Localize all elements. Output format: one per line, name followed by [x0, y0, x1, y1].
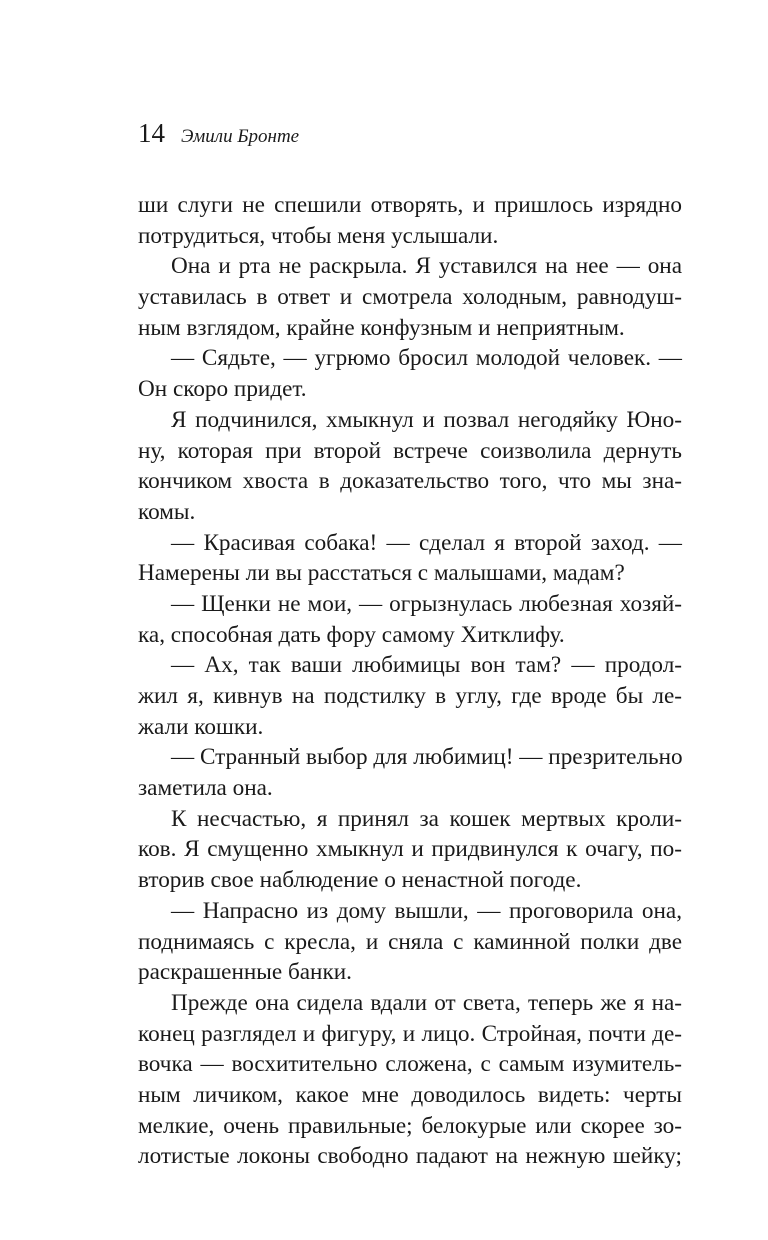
text-line: ков. Я смущенно хмыкнул и придвинулся к очагу, по-: [138, 836, 682, 863]
running-head: [138, 118, 682, 154]
text-line: вторив свое наблюдение о ненастной погоде.: [138, 867, 582, 894]
text-line: Он скоро придет.: [138, 376, 307, 403]
text-line: ным взглядом, крайне конфузным и неприятным.: [138, 314, 625, 341]
text-line: — Ах, так ваши любимицы вон там? — продол-: [171, 652, 682, 679]
text-line: кончиком хвоста в доказательство того, что мы зна-: [138, 468, 682, 495]
body-text: [138, 190, 682, 1172]
text-line: комы.: [138, 498, 196, 525]
text-line: К несчастью, я принял за кошек мертвых кроли-: [171, 805, 682, 832]
text-line: ка, способная дать фору самому Хитклифу.: [138, 621, 565, 648]
text-line: Прежде она сидела вдали от света, теперь же я на-: [171, 989, 682, 1016]
text-line: — Странный выбор для любимиц! — презрительно: [171, 744, 683, 771]
text-line: заметила она.: [138, 775, 273, 802]
text-line: конец разглядел и фигуру, и лицо. Стройная, почти де-: [138, 1020, 682, 1047]
text-line: Я подчинился, хмыкнул и позвал негодяйку Юно-: [171, 406, 682, 433]
text-line: — Сядьте, — угрюмо бросил молодой человек. —: [171, 345, 682, 372]
text-line: — Напрасно из дому вышли, — проговорила она,: [171, 897, 682, 924]
text-line: раскрашенные банки.: [138, 959, 352, 986]
text-line: ным личиком, какое мне доводилось видеть: черты: [138, 1081, 682, 1108]
text-line: потрудиться, чтобы меня услышали.: [138, 222, 499, 249]
text-line: мелкие, очень правильные; белокурые или скорее зо-: [138, 1112, 682, 1139]
text-line: ну, которая при второй встрече соизволила дернуть: [138, 437, 682, 464]
text-line: ши слуги не спешили отворять, и пришлось изрядно: [138, 192, 682, 218]
text-line: — Щенки не мои, — огрызнулась любезная хозяй-: [171, 590, 682, 617]
running-title: Эмили Бронте: [181, 126, 300, 147]
text-line: жали кошки.: [138, 713, 264, 740]
text-line: уставилась в ответ и смотрела холодным, равнодуш-: [138, 284, 682, 311]
text-line: Она и рта не раскрыла. Я уставился на нее — она: [171, 253, 682, 280]
text-line: поднимаясь с кресла, и сняла с каминной полки две: [138, 928, 682, 955]
text-line: лотистые локоны свободно падают на нежную шейку;: [138, 1143, 682, 1170]
text-line: — Красивая собака! — сделал я второй заход. —: [171, 529, 682, 556]
text-line: Намерены ли вы расстаться с малышами, мадам?: [138, 560, 625, 587]
book-page: [138, 118, 682, 1172]
text-line: вочка — восхитительно сложена, с самым изумитель-: [138, 1051, 682, 1078]
text-line: жил я, кивнув на подстилку в углу, где вроде бы ле-: [138, 683, 682, 709]
page-number: 14: [138, 118, 165, 148]
